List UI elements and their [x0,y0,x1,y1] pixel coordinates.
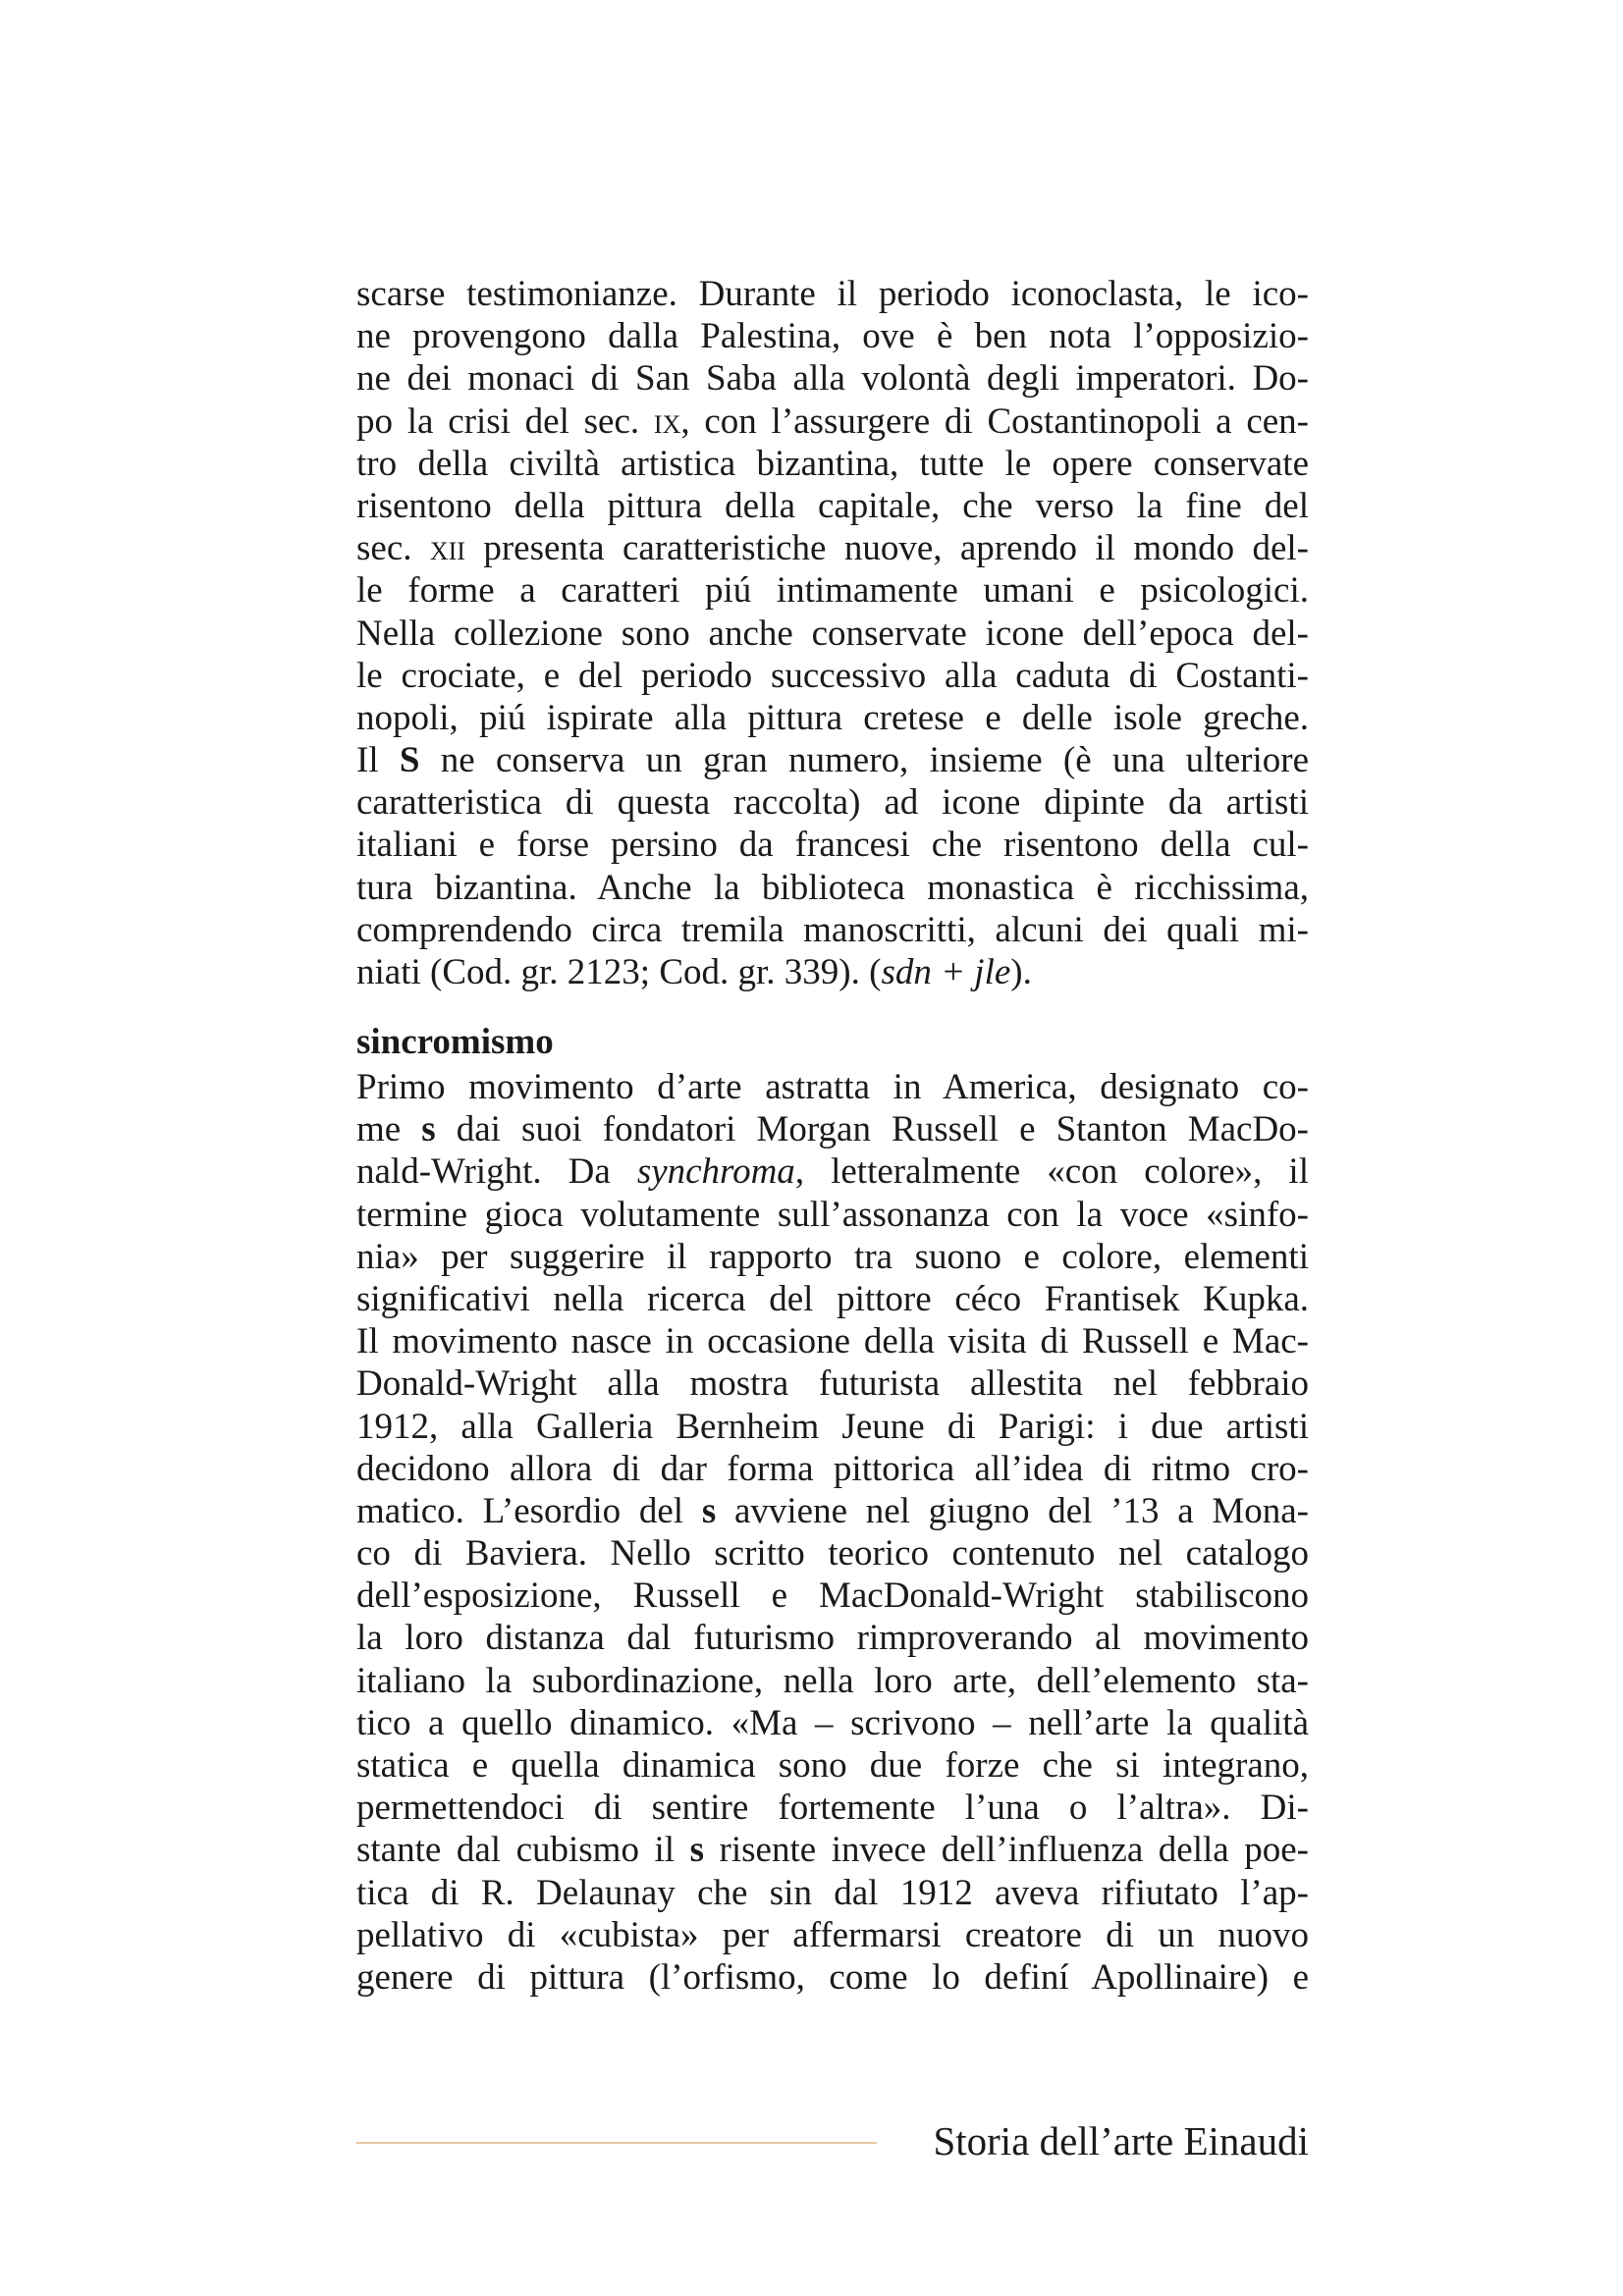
text-line: nopoli, piú ispirate alla pittura cretese e delle isole greche. [356,697,1309,738]
text-line: pellativo di «cubista» per affermarsi creatore di un nuovo [356,1914,1309,1955]
text-line [356,400,1309,443]
text-line [356,1490,1309,1532]
text-line [356,1829,1309,1871]
bold-abbreviation: s [421,1109,436,1150]
bold-abbreviation: S [399,740,420,781]
text-segment: risente invece dell’influenza della poe- [704,1830,1309,1871]
author-initials: sdn + jle [881,952,1011,992]
text-segment: dai suoi fondatori Morgan Russell e Stanton MacDo- [435,1109,1309,1150]
text-segment: sec. [356,528,430,569]
text-segment: stante dal cubismo il [356,1830,690,1871]
text-line: Il movimento nasce in occasione della visita di Russell e Mac- [356,1321,1309,1362]
text-line: italiano la subordinazione, nella loro arte, dell’elemento sta- [356,1660,1309,1701]
entry-body-text [356,1066,1309,1999]
text-line: ne provengono dalla Palestina, ove è ben nota l’opposizio- [356,316,1309,357]
italic-term: synchroma [636,1151,795,1193]
text-line: risentono della pittura della capitale, che verso la fine del [356,485,1309,526]
text-line [356,951,1309,993]
text-line: tura bizantina. Anche la biblioteca monastica è ricchissima, [356,867,1309,908]
text-line: comprendendo circa tremila manoscritti, alcuni dei quali mi- [356,909,1309,950]
text-line: ne dei monaci di San Saba alla volontà degli imperatori. Do- [356,358,1309,400]
text-segment: Il [356,740,400,781]
text-line: le forme a caratteri piú intimamente umani e psicologici. [356,570,1309,612]
text-line: statica e quella dinamica sono due forze che si integrano, [356,1745,1309,1786]
text-line [356,1108,1309,1150]
text-line: Nella collezione sono anche conservate icone dell’epoca del- [356,613,1309,654]
text-line [356,527,1309,569]
text-line: caratteristica di questa raccolta) ad icone dipinte da artisti [356,782,1309,824]
text-line: tico a quello dinamico. «Ma – scrivono – nell’arte la qualità [356,1702,1309,1743]
text-line: co di Baviera. Nello scritto teorico contenuto nel catalogo [356,1533,1309,1575]
roman-numeral: xii [429,528,465,569]
text-segment: ne conserva un gran numero, insieme (è una ulteriore [419,740,1309,781]
text-line: Donald-Wright alla mostra futurista allestita nel febbraio [356,1363,1309,1405]
bold-abbreviation: s [701,1490,717,1531]
text-line: tica di R. Delaunay che sin dal 1912 aveva rifiutato l’ap- [356,1872,1309,1913]
text-line: le crociate, e del periodo successivo alla caduta di Costanti- [356,655,1309,696]
text-line: dell’esposizione, Russell e MacDonald-Wright stabiliscono [356,1575,1309,1617]
text-line: permettendoci di sentire fortemente l’una o l’altra». Di- [356,1788,1309,1829]
text-segment: niati (Cod. gr. 2123; Cod. gr. 339). ( [356,952,882,992]
text-line [356,739,1309,781]
bold-abbreviation: s [689,1830,705,1871]
footer-rule [356,2142,877,2144]
text-segment: po la crisi del sec. [356,400,654,442]
text-line: genere di pittura (l’orfismo, come lo definí Apollinaire) e [356,1956,1309,1998]
text-segment: , letteralmente «con colore», il [794,1151,1309,1193]
text-segment: , con l’assurgere di Costantinopoli a cen- [680,400,1309,442]
text-line: 1912, alla Galleria Bernheim Jeune di Parigi: i due artisti [356,1406,1309,1447]
text-line: scarse testimonianze. Durante il periodo iconoclasta, le ico- [356,274,1309,314]
entry-heading: sincromismo [356,1022,554,1062]
text-segment: nald-Wright. Da [356,1151,637,1193]
text-line: la loro distanza dal futurismo rimproverando al movimento [356,1618,1309,1659]
continued-entry-text [356,273,1309,993]
roman-numeral: ix [653,400,681,442]
text-line: nia» per suggerire il rapporto tra suono e colore, elementi [356,1236,1309,1277]
text-line: Primo movimento d’arte astratta in America, designato co- [356,1067,1309,1107]
footer-publication-title: Storia dell’arte Einaudi [933,2118,1309,2163]
text-segment: ). [1010,952,1032,992]
text-line: significativi nella ricerca del pittore céco Frantisek Kupka. [356,1278,1309,1319]
text-line: tro della civiltà artistica bizantina, tutte le opere conservate [356,443,1309,484]
text-segment: matico. L’esordio del [356,1490,702,1531]
text-segment: me [356,1109,422,1150]
text-segment: presenta caratteristiche nuove, aprendo il mondo del- [464,528,1309,569]
text-line: italiani e forse persino da francesi che risentono della cul- [356,825,1309,866]
text-line: termine gioca volutamente sull’assonanza con la voce «sinfo- [356,1194,1309,1235]
text-line [356,1150,1309,1193]
text-line: decidono allora di dar forma pittorica all’idea di ritmo cro- [356,1448,1309,1489]
text-segment: avviene nel giugno del ’13 a Mona- [716,1490,1309,1531]
